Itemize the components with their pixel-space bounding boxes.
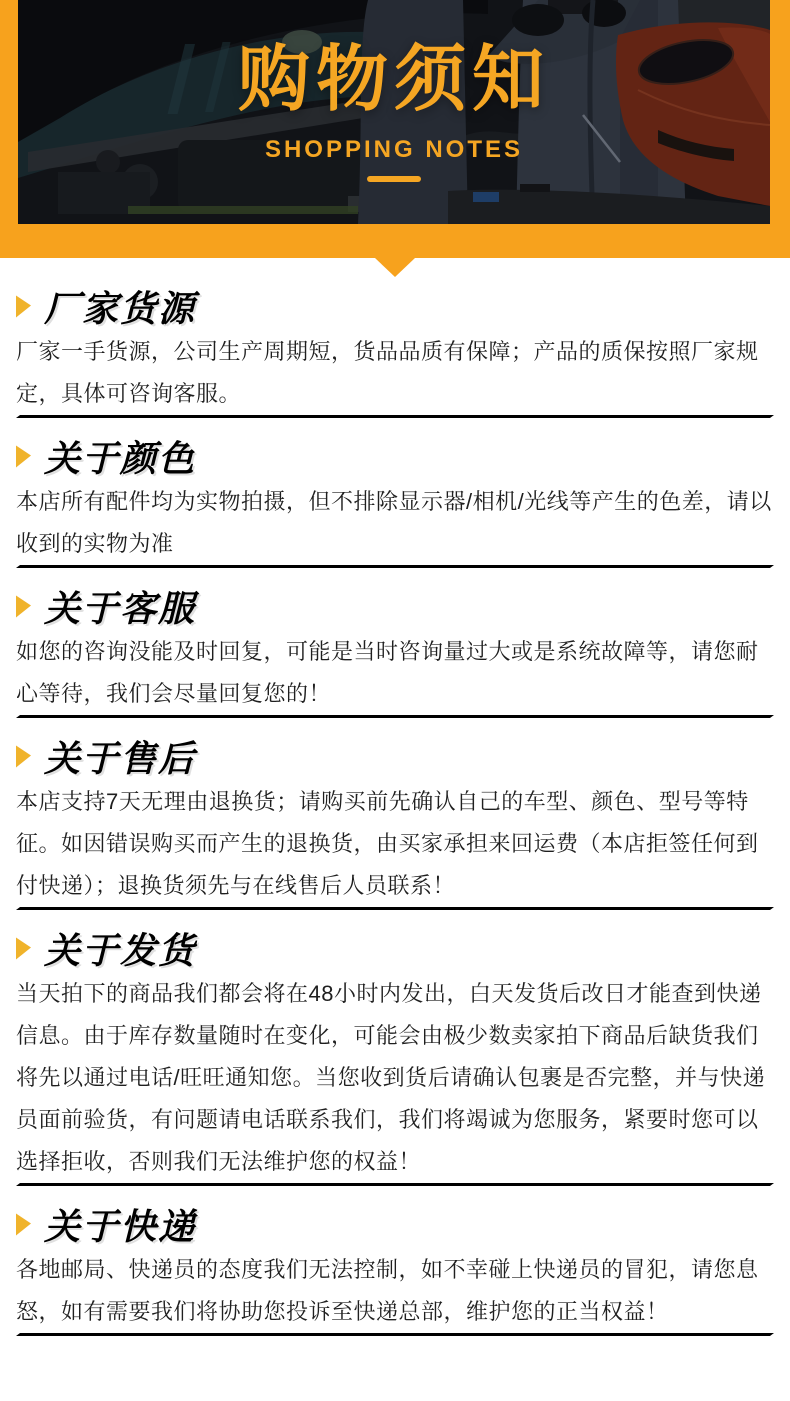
section-shipping	[16, 910, 774, 1186]
section-after-sales	[16, 718, 774, 910]
section-title: 关于快递	[44, 1205, 197, 1247]
banner-subtitle: SHOPPING NOTES	[264, 136, 524, 163]
section-heading	[16, 437, 774, 479]
triangle-marker-icon	[16, 1212, 31, 1235]
section-body: 如您的咨询没能及时回复，可能是当时咨询量过大或是系统故障等，请您耐心等待，我们会尽量回复您的！	[16, 639, 759, 706]
triangle-marker-icon	[16, 444, 31, 467]
section-title: 关于发货	[44, 929, 197, 971]
section-about-color	[16, 418, 774, 568]
triangle-marker-icon	[16, 294, 31, 317]
shopping-notes-content	[16, 287, 774, 1378]
workshop-photo-illustration	[18, 0, 770, 224]
section-divider	[16, 565, 774, 568]
banner-title: 购物须知	[237, 40, 550, 120]
section-title: 关于售后	[44, 737, 197, 779]
section-title: 关于客服	[44, 587, 197, 629]
section-body: 各地邮局、快递员的态度我们无法控制，如不幸碰上快递员的冒犯，请您息怒，如有需要我们将协助您投诉至快递总部，维护您的正当权益！	[16, 1257, 759, 1324]
section-divider	[16, 415, 774, 418]
section-express-delivery	[16, 1186, 774, 1336]
section-body: 当天拍下的商品我们都会将在48小时内发出，白天发货后改日才能查到快递信息。由于库存数量随时在变化，可能会由极少数卖家拍下商品后缺货我们将先以通过电话/旺旺通知您。当您收到货后请确认包裹是否完整，并与快递员面前验货，有问题请电话联系我们，我们将竭诚为您服务，紧要时您可以选择拒收，否则我们无法维护您的权益！	[16, 981, 766, 1174]
section-heading	[16, 287, 774, 329]
banner-photo	[18, 0, 770, 224]
section-divider	[16, 1183, 774, 1186]
section-heading	[16, 1205, 774, 1247]
section-body: 厂家一手货源，公司生产周期短，货品品质有保障；产品的质保按照厂家规定，具体可咨询客服。	[16, 339, 759, 406]
section-divider	[16, 715, 774, 718]
section-title: 厂家货源	[44, 287, 197, 329]
shopping-notes-banner	[0, 0, 790, 258]
section-divider	[16, 1333, 774, 1336]
section-customer-service	[16, 568, 774, 718]
section-heading	[16, 587, 774, 629]
triangle-marker-icon	[16, 594, 31, 617]
section-body: 本店支持7天无理由退换货；请购买前先确认自己的车型、颜色、型号等特征。如因错误购买而产生的退换货，由买家承担来回运费（本店拒签任何到付快递）；退换货须先与在线售后人员联系！	[16, 789, 759, 898]
section-factory-source	[16, 287, 774, 418]
triangle-marker-icon	[16, 744, 31, 767]
down-triangle-icon	[375, 258, 415, 277]
section-heading	[16, 737, 774, 779]
section-heading	[16, 929, 774, 971]
section-body: 本店所有配件均为实物拍摄，但不排除显示器/相机/光线等产生的色差，请以收到的实物为准	[16, 489, 772, 556]
section-divider	[16, 907, 774, 910]
triangle-marker-icon	[16, 936, 31, 959]
section-title: 关于颜色	[44, 437, 197, 479]
